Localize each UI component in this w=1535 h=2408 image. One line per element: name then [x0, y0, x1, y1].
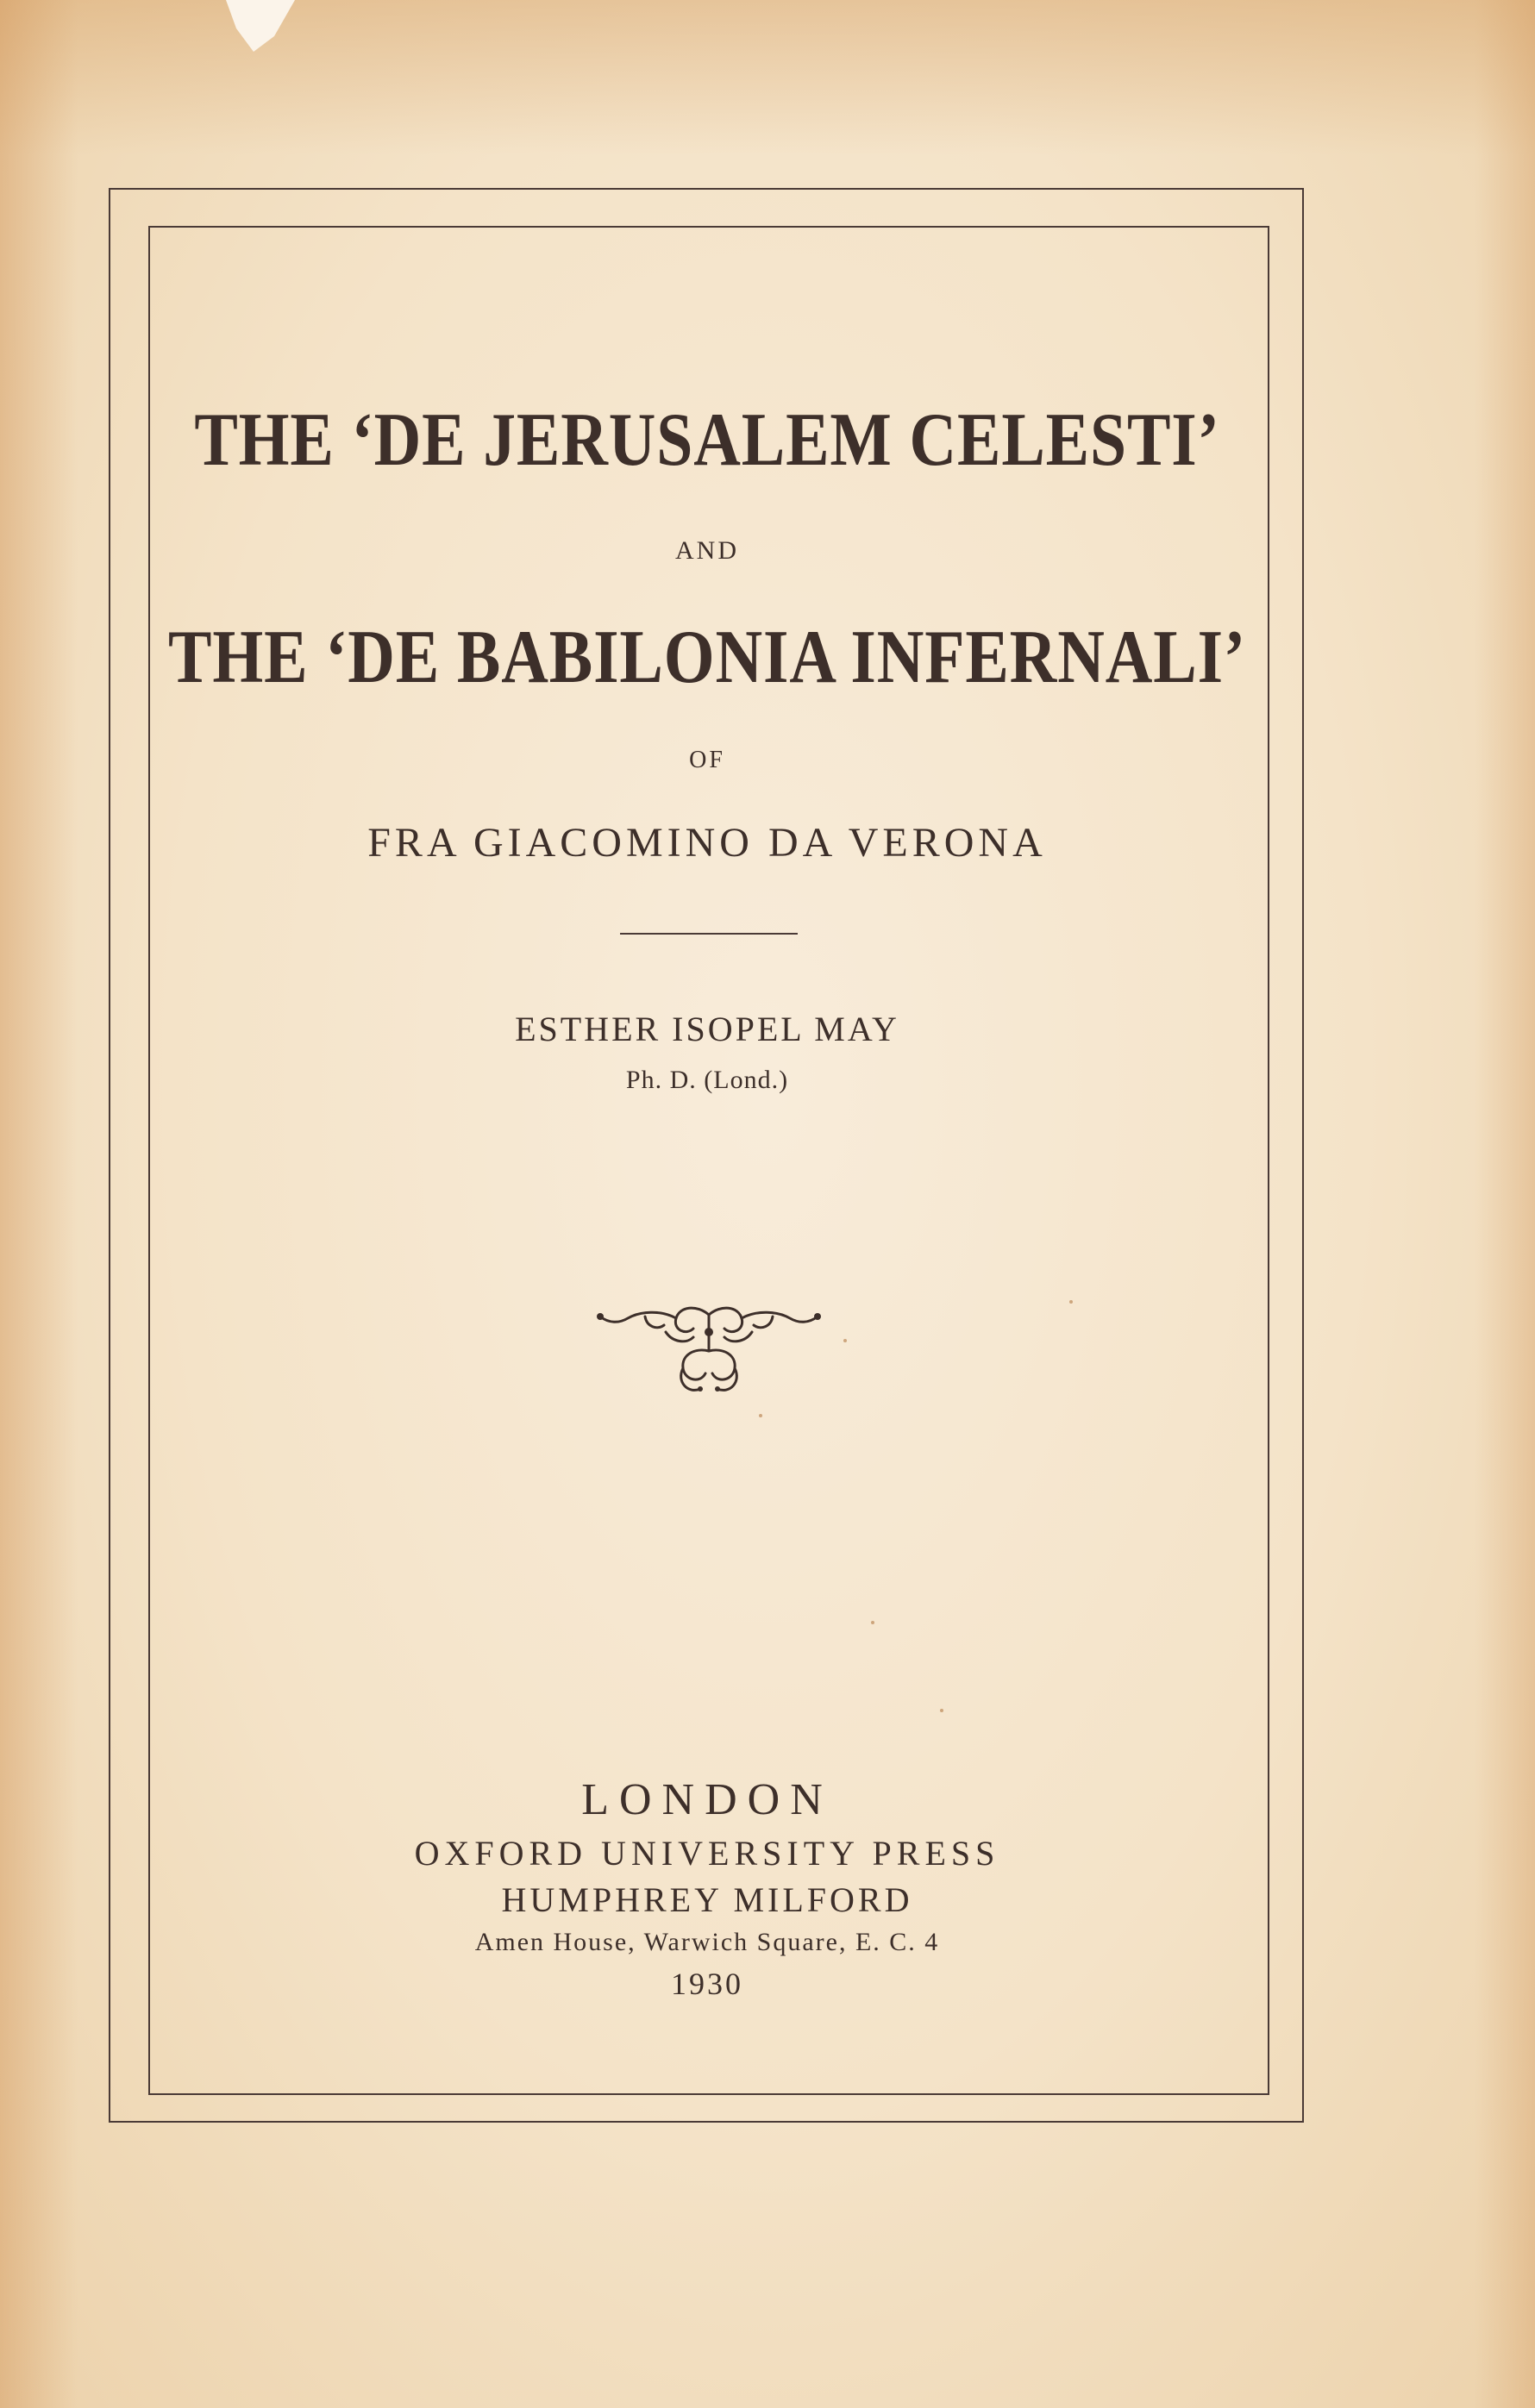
title-line-2: THE ‘DE BABILONIA INFERNALI’: [168, 616, 1246, 699]
title-line-1: THE ‘DE JERUSALEM CELESTI’: [194, 398, 1220, 482]
imprint-publisher-name: HUMPHREY MILFORD: [501, 1880, 913, 1919]
imprint-year: 1930: [671, 1967, 743, 2001]
divider-rule: [620, 933, 798, 935]
author-name: ESTHER ISOPEL MAY: [515, 1010, 899, 1048]
imprint-city: LONDON: [581, 1775, 833, 1824]
imprint-publisher: OXFORD UNIVERSITY PRESS: [414, 1834, 1000, 1873]
author-degree: Ph. D. (Lond.): [625, 1066, 789, 1094]
paper-stain-right: [1475, 0, 1535, 2408]
paper-stain-left: [0, 0, 78, 2408]
subject-name: FRA GIACOMINO DA VERONA: [367, 820, 1047, 866]
imprint-address: Amen House, Warwich Square, E. C. 4: [474, 1928, 940, 1956]
preposition: OF: [689, 747, 725, 773]
paper-stain-top: [0, 0, 1535, 155]
conjunction: AND: [675, 536, 739, 565]
floral-scroll-ornament-icon: [593, 1298, 824, 1401]
